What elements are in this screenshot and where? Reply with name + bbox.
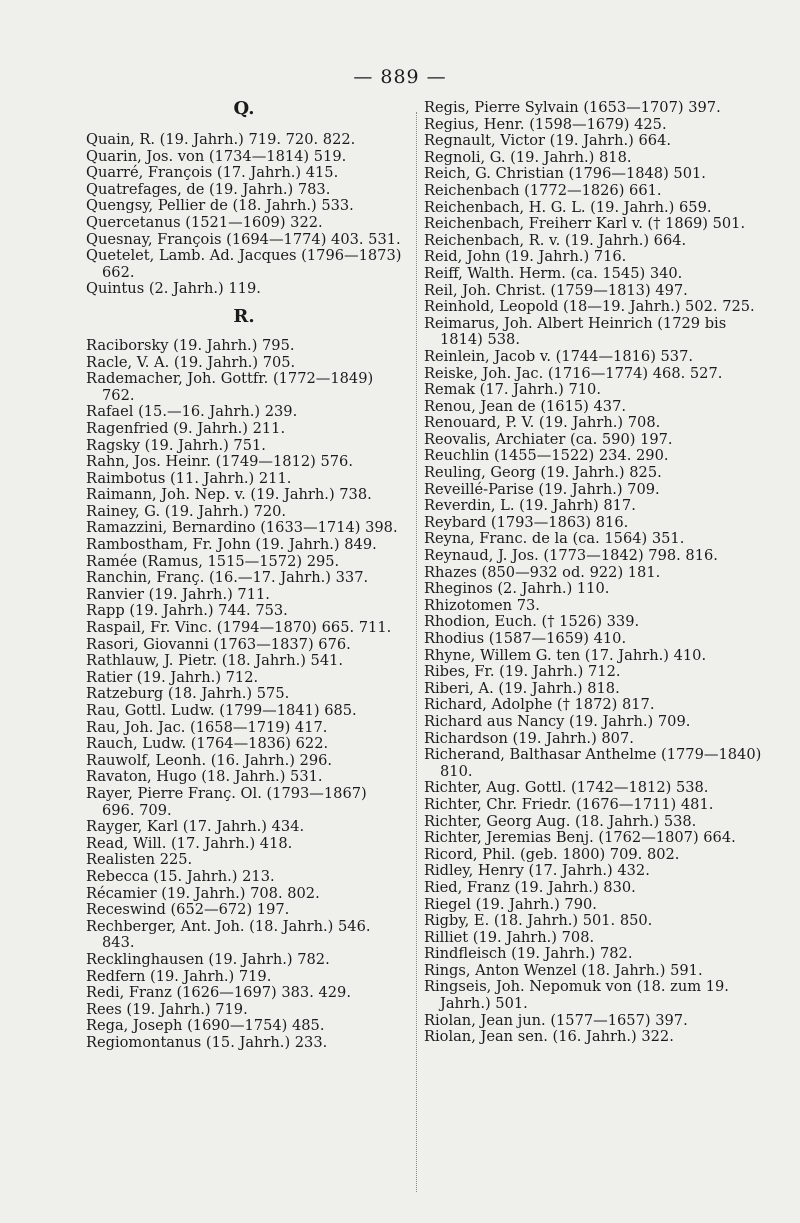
index-entry: Rees (19. Jahrh.) 719. — [86, 1000, 248, 1018]
index-entry: Rau, Joh. Jac. (1658—1719) 417. — [86, 718, 328, 736]
index-entry: Riolan, Jean sen. (16. Jahrh.) 322. — [424, 1028, 674, 1046]
index-entry: Ranchin, Franç. (16.—17. Jahrh.) 337. — [86, 569, 369, 587]
index-entry: Regius, Henr. (1598—1679) 425. — [424, 115, 667, 133]
index-entry: Raimbotus (11. Jahrh.) 211. — [86, 469, 292, 487]
index-entry: Rathlauw, J. Pietr. (18. Jahrh.) 541. — [86, 652, 344, 670]
index-entry: Regnoli, G. (19. Jahrh.) 818. — [424, 148, 632, 166]
page-number: — 889 — — [353, 66, 447, 88]
index-entry: Ridley, Henry (17. Jahrh.) 432. — [424, 862, 650, 880]
index-entry: Ramée (Ramus, 1515—1572) 295. — [86, 552, 340, 570]
r-entries — [86, 338, 402, 1052]
index-entry: Reuling, Georg (19. Jahrh.) 825. — [424, 464, 662, 482]
index-entry: Remak (17. Jahrh.) 710. — [424, 381, 601, 399]
index-entry: Ranvier (19. Jahrh.) 711. — [86, 585, 270, 603]
index-entry: Quarin, Jos. von (1734—1814) 519. — [86, 147, 347, 165]
index-entry: Realisten 225. — [86, 851, 193, 869]
index-entry: Rademacher, Joh. Gottfr. (1772—1849) 762. — [86, 370, 374, 404]
index-entry: Richter, Chr. Friedr. (1676—1711) 481. — [424, 795, 714, 813]
index-entry: Richard aus Nancy (19. Jahrh.) 709. — [424, 712, 691, 730]
index-entry: Reybard (1793—1863) 816. — [424, 513, 629, 531]
index-entry: Renou, Jean de (1615) 437. — [424, 397, 626, 415]
index-entry: Reynaud, J. Jos. (1773—1842) 798. 816. — [424, 547, 718, 565]
index-entry: Reil, Joh. Christ. (1759—1813) 497. — [424, 281, 688, 299]
index-entry: Richard, Adolphe († 1872) 817. — [424, 696, 655, 714]
index-entry: Rayger, Karl (17. Jahrh.) 434. — [86, 818, 305, 836]
index-entry: Regiomontanus (15. Jahrh.) 233. — [86, 1033, 328, 1051]
section-heading-r: R. — [233, 305, 255, 327]
index-entry: Regis, Pierre Sylvain (1653—1707) 397. — [424, 99, 721, 116]
index-entry: Reveillé-Parise (19. Jahrh.) 709. — [424, 480, 660, 498]
index-entry: Receswind (652—672) 197. — [86, 901, 290, 919]
right-column — [424, 100, 764, 1046]
index-entry: Reimarus, Joh. Albert Heinrich (1729 bis 1814) 538. — [424, 314, 727, 349]
index-entry: Read, Will. (17. Jahrh.) 418. — [86, 834, 293, 852]
index-entry: Recklinghausen (19. Jahrh.) 782. — [86, 950, 330, 968]
index-entry: Quain, R. (19. Jahrh.) 719. 720. 822. — [86, 131, 356, 148]
index-entry: Reich, G. Christian (1796—1848) 501. — [424, 165, 706, 183]
index-entry: Rapp (19. Jahrh.) 744. 753. — [86, 602, 288, 620]
index-entry: Reiske, Joh. Jac. (1716—1774) 468. 527. — [424, 364, 723, 382]
index-entry: Riberi, A. (19. Jahrh.) 818. — [424, 679, 620, 697]
index-entry: Riegel (19. Jahrh.) 790. — [424, 895, 597, 913]
index-entry: Reuchlin (1455—1522) 234. 290. — [424, 447, 669, 465]
index-entry: Ricord, Phil. (geb. 1800) 709. 802. — [424, 845, 680, 863]
column-divider — [416, 112, 417, 1192]
left-column — [86, 100, 402, 1051]
index-entry: Rings, Anton Wenzel (18. Jahrh.) 591. — [424, 961, 703, 979]
index-entry: Rhodion, Euch. († 1526) 339. — [424, 613, 640, 631]
index-entry: Reid, John (19. Jahrh.) 716. — [424, 248, 627, 266]
index-entry: Récamier (19. Jahrh.) 708. 802. — [86, 884, 320, 902]
index-entry: Raimann, Joh. Nep. v. (19. Jahrh.) 738. — [86, 486, 372, 504]
index-entry: Rayer, Pierre Franç. Ol. (1793—1867) 696. 709. — [86, 784, 367, 819]
index-entry: Quarré, François (17. Jahrh.) 415. — [86, 164, 339, 182]
index-entry: Rhizotomen 73. — [424, 596, 540, 614]
index-entry: Rhazes (850—932 od. 922) 181. — [424, 563, 661, 581]
index-entry: Quercetanus (1521—1609) 322. — [86, 213, 323, 231]
index-entry: Reichenbach, R. v. (19. Jahrh.) 664. — [424, 231, 687, 249]
index-entry: Rhodius (1587—1659) 410. — [424, 630, 627, 647]
index-entry: Rechberger, Ant. Joh. (18. Jahrh.) 546. 843. — [86, 917, 371, 952]
index-entry: Rasori, Giovanni (1763—1837) 676. — [86, 635, 351, 653]
index-entry: Regnault, Victor (19. Jahrh.) 664. — [424, 132, 671, 150]
index-entry: Raciborsky (19. Jahrh.) 795. — [86, 336, 295, 354]
index-entry: Ratzeburg (18. Jahrh.) 575. — [86, 685, 290, 703]
index-entry: Racle, V. A. (19. Jahrh.) 705. — [86, 353, 296, 371]
index-entry: Ried, Franz (19. Jahrh.) 830. — [424, 878, 636, 896]
index-entry: Rauwolf, Leonh. (16. Jahrh.) 296. — [86, 751, 333, 769]
index-entry: Ramazzini, Bernardino (1633—1714) 398. — [86, 519, 398, 537]
index-entry: Rainey, G. (19. Jahrh.) 720. — [86, 502, 287, 520]
index-entry: Redi, Franz (1626—1697) 383. 429. — [86, 984, 351, 1002]
index-entry: Reinlein, Jacob v. (1744—1816) 537. — [424, 347, 694, 365]
index-entry: Rheginos (2. Jahrh.) 110. — [424, 580, 610, 598]
index-entry: Quintus (2. Jahrh.) 119. — [86, 280, 261, 298]
index-entry: Richter, Jeremias Benj. (1762—1807) 664. — [424, 829, 736, 847]
index-entry: Riolan, Jean jun. (1577—1657) 397. — [424, 1011, 688, 1029]
index-entry: Quatrefages, de (19. Jahrh.) 783. — [86, 180, 331, 198]
index-entry: Richardson (19. Jahrh.) 807. — [424, 729, 634, 747]
index-entry: Rau, Gottl. Ludw. (1799—1841) 685. — [86, 702, 357, 719]
index-entry: Reichenbach (1772—1826) 661. — [424, 181, 662, 199]
index-entry: Ratier (19. Jahrh.) 712. — [86, 668, 259, 686]
index-entry: Rega, Joseph (1690—1754) 485. — [86, 1017, 325, 1035]
index-entry: Ragenfried (9. Jahrh.) 211. — [86, 419, 286, 437]
index-entry: Rafael (15.—16. Jahrh.) 239. — [86, 403, 298, 421]
index-entry: Quesnay, François (1694—1774) 403. 531. — [86, 230, 401, 248]
index-entry: Renouard, P. V. (19. Jahrh.) 708. — [424, 414, 661, 432]
index-entry: Reinhold, Leopold (18—19. Jahrh.) 502. 725. — [424, 298, 755, 316]
index-entry: Rahn, Jos. Heinr. (1749—1812) 576. — [86, 453, 353, 471]
index-entry: Reichenbach, H. G. L. (19. Jahrh.) 659. — [424, 198, 712, 216]
q-entries — [86, 132, 402, 298]
index-entry: Raspail, Fr. Vinc. (1794—1870) 665. 711. — [86, 619, 392, 637]
index-entry: Redfern (19. Jahrh.) 719. — [86, 967, 272, 985]
index-entry: Richter, Georg Aug. (18. Jahrh.) 538. — [424, 812, 697, 830]
index-entry: Ravaton, Hugo (18. Jahrh.) 531. — [86, 768, 323, 786]
index-entry: Ribes, Fr. (19. Jahrh.) 712. — [424, 663, 621, 681]
index-entry: Ringseis, Joh. Nepomuk von (18. zum 19. Jahrh.) 501. — [424, 978, 729, 1013]
index-entry: Richter, Aug. Gottl. (1742—1812) 538. — [424, 779, 709, 797]
index-entry: Reichenbach, Freiherr Karl v. († 1869) 501. — [424, 215, 746, 233]
section-heading-q: Q. — [233, 98, 255, 119]
index-entry: Rhyne, Willem G. ten (17. Jahrh.) 410. — [424, 646, 707, 664]
index-entry: Quetelet, Lamb. Ad. Jacques (1796—1873) 662. — [86, 247, 402, 281]
index-entry: Quengsy, Pellier de (18. Jahrh.) 533. — [86, 197, 354, 215]
index-entry: Rambostham, Fr. John (19. Jahrh.) 849. — [86, 536, 377, 554]
index-entry: Reverdin, L. (19. Jahrh) 817. — [424, 497, 636, 515]
index-entry: Reyna, Franc. de la (ca. 1564) 351. — [424, 530, 685, 548]
index-entry: Reovalis, Archiater (ca. 590) 197. — [424, 430, 673, 448]
index-entry: Ragsky (19. Jahrh.) 751. — [86, 436, 266, 454]
index-entry: Rindfleisch (19. Jahrh.) 782. — [424, 945, 633, 963]
index-entry: Reiff, Walth. Herm. (ca. 1545) 340. — [424, 264, 683, 282]
index-entry: Rebecca (15. Jahrh.) 213. — [86, 867, 275, 885]
index-entry: Rilliet (19. Jahrh.) 708. — [424, 928, 595, 946]
index-entry: Rigby, E. (18. Jahrh.) 501. 850. — [424, 912, 653, 930]
index-entry: Richerand, Balthasar Anthelme (1779—1840) 810. — [424, 746, 762, 780]
index-entry: Rauch, Ludw. (1764—1836) 622. — [86, 735, 329, 753]
